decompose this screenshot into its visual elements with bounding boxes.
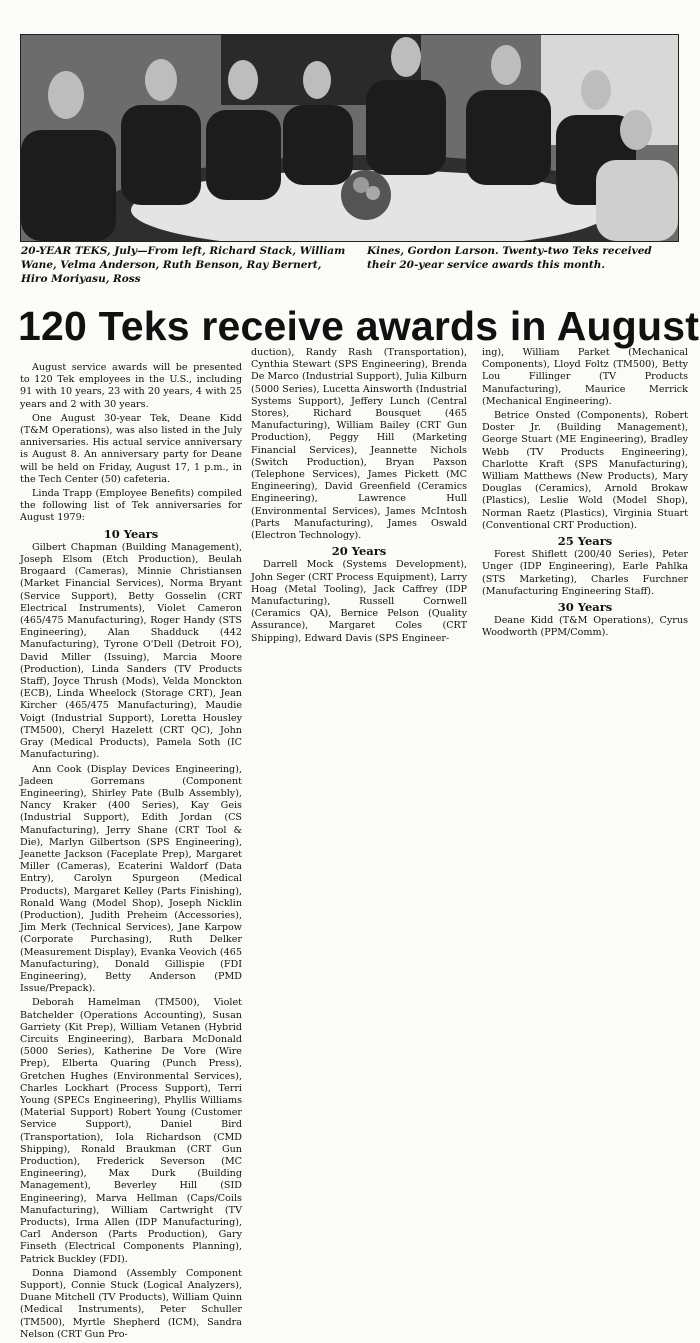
group-photo-illustration xyxy=(21,35,678,241)
twenty-years-list-continued: ing), William Parket (Mechanical Components), Lloyd Foltz (TM500), Betty Lou Fillinger (TV Products Manufacturing), Maurice Merrick (Mechanical Engineering). xyxy=(482,347,688,407)
photo-caption-left: 20-YEAR TEKS, July—From left, Richard Stack, William Wane, Velma Anderson, Ruth Benson, Ray Bernert, Hiro Moriyasu, Ross xyxy=(21,245,346,285)
intro-paragraph-3: Linda Trapp (Employee Benefits) compiled the following list of Tek anniversaries for August 1979: xyxy=(20,488,242,524)
headline: 120 Teks receive awards in August xyxy=(18,303,700,349)
thirty-years-list: Deane Kidd (T&M Operations), Cyrus Woodworth (PPM/Comm). xyxy=(482,615,688,639)
ten-years-list-continued: duction), Randy Rash (Transportation), Cynthia Stewart (SPS Engineering), Brenda De Marco (Industrial Support), Julia Kilburn (5000 Series), Lucetta Ainsworth (Industrial Systems Support), Jeffery Lunch (Central Stores), Richard Bousquet (465 Manufacturing), William Bailey (CRT Gun Production), Peggy Hill (Marketing Financial Services), Jeannette Nichols (Switch Production), Bryan Paxson (Telephone Services), James Pickett (MC Engineering), David Greenfield (Ceramics Engineering), Lawrence Hull (Environmental Services), James McIntosh (Parts Manufacturing), James Oswald (Electron Technology). xyxy=(251,347,467,542)
section-heading-30-years: 30 Years xyxy=(557,600,613,615)
ten-years-list-2: Ann Cook (Display Devices Engineering), Jadeen Gorremans (Component Engineering), Shirley Pate (Bulb Assembly), Nancy Kraker (400 Series), Kay Geis (Industrial Support), Edith Jordan (CS Manufacturing), Jerry Shane (CRT Tool & Die), Marlyn Gilbertson (SPS Engineering), Jeanette Jackson (Faceplate Prep), Margaret Miller (Cameras), Ecaterini Waldorf (Data Entry), Carolyn Spurgeon (Medical Products), Margaret Kelley (Parts Finishing), Ronald Wang (Model Shop), Joseph Nicklin (Production), Judith Preheim (Accessories), Jim Merk (Technical Services), Jane Karpow (Corporate Purchasing), Ruth Delker (Measurement Display), Evanka Veovich (465 Manufacturing), Donald Gillispie (FDI Engineering), Betty Anderson (PMD Issue/Prepack). xyxy=(20,763,242,995)
article-column-2 xyxy=(251,347,467,647)
ten-years-list-1: Gilbert Chapman (Building Management), Joseph Elsom (Etch Production), Beulah Brogaard (Cameras), Minnie Christiansen (Market Financial Services), Norma Bryant (Service Support), Betty Gosselin (CRT Electrical Instruments), Violet Cameron (465/475 Manufacturing), Roger Handy (STS Engineering), Alan Shadduck (442 Manufacturing), Tyrone O'Dell (Detroit FO), David Miller (Issuing), Marcia Moore (Production), Linda Sanders (TV Products Staff), Joyce Thrush (Mods), Velda Monckton (ECB), Linda Wheelock (Storage CRT), Jean Kircher (465/475 Manufacturing), Maudie Voigt (Industrial Support), Loretta Housley (TM500), Cheryl Hazelett (CRT QC), John Gray (Medical Products), Pamela Soth (IC Manufacturing). xyxy=(20,541,242,761)
photo-caption-right: Kines, Gordon Larson. Twenty-two Teks received their 20-year service awards this month. xyxy=(367,245,652,271)
section-heading-10-years: 10 Years xyxy=(103,526,159,541)
section-heading-25-years: 25 Years xyxy=(557,534,613,549)
twenty-five-years-list: Forest Shiflett (200/40 Series), Peter Unger (IDP Engineering), Earle Pahlka (STS Marketing), Charles Furchner (Manufacturing Engineering Staff). xyxy=(482,549,688,597)
twenty-years-list-2: Betrice Onsted (Components), Robert Doster Jr. (Building Management), George Stuart (ME Engineering), Bradley Webb (TV Products Engineering), Charlotte Kraft (SPS Manufacturing), William Matthews (New Products), Mary Douglas (Ceramics), Arnold Brokaw (Plastics), Leslie Wold (Model Shop), Norman Raetz (Plastics), Virginia Stuart (Conventional CRT Production). xyxy=(482,410,688,531)
ten-years-list-4: Donna Diamond (Assembly Component Support), Connie Stuck (Logical Analyzers), Duane Mitchell (TV Products), William Quinn (Medical Instruments), Peter Schuller (TM500), Myrtle Shepherd (ICM), Sandra Nelson (CRT Gun Pro- xyxy=(20,1267,242,1340)
ten-years-list-3: Deborah Hamelman (TM500), Violet Batchelder (Operations Accounting), Susan Garriety (Kit Prep), William Vetanen (Hybrid Circuits Engineering), Barbara McDonald (5000 Series), Katherine De Vore (Wire Prep), Elberta Quaring (Punch Press), Gretchen Hughes (Environmental Services), Charles Lockhart (Process Support), Terri Young (SPECs Engineering), Phyllis Williams (Material Support) Robert Young (Customer Service Support), Daniel Bird (Transportation), Iola Richardson (CMD Shipping), Ronald Braukman (CRT Gun Production), Frederick Severson (MC Engineering), Max Durk (Building Management), Beverley Hill (SID Engineering), Marva Hellman (Caps/Coils Manufacturing), William Cartwright (TV Products), Irma Allen (IDP Manufacturing), Carl Anderson (Parts Production), Gary Finseth (Electrical Components Planning), Patrick Buckley (FDI). xyxy=(20,997,242,1265)
intro-paragraph-2: One August 30-year Tek, Deane Kidd (T&M Operations), was also listed in the July anniversaries. His actual service anniversary is August 8. An anniversary party for Deane will be held on Friday, August 17, 1 p.m., in the Tech Center (50) cafeteria. xyxy=(20,412,242,485)
article-column-3 xyxy=(482,347,688,642)
twenty-years-list: Darrell Mock (Systems Development), John Seger (CRT Process Equipment), Larry Hoag (Metal Tooling), Jack Caffrey (IDP Manufacturing), Russell Cornwell (Ceramics QA), Bernice Pelson (Quality Assurance), Margaret Coles (CRT Shipping), Edward Davis (SPS Engineer- xyxy=(251,559,467,644)
group-photo xyxy=(20,34,679,242)
intro-paragraph-1: August service awards will be presented to 120 Tek employees in the U.S., including 91 with 10 years, 23 with 20 years, 4 with 25 years and 2 with 30 years. xyxy=(20,362,242,410)
section-heading-20-years: 20 Years xyxy=(331,544,387,559)
article-column-1 xyxy=(20,362,242,1343)
